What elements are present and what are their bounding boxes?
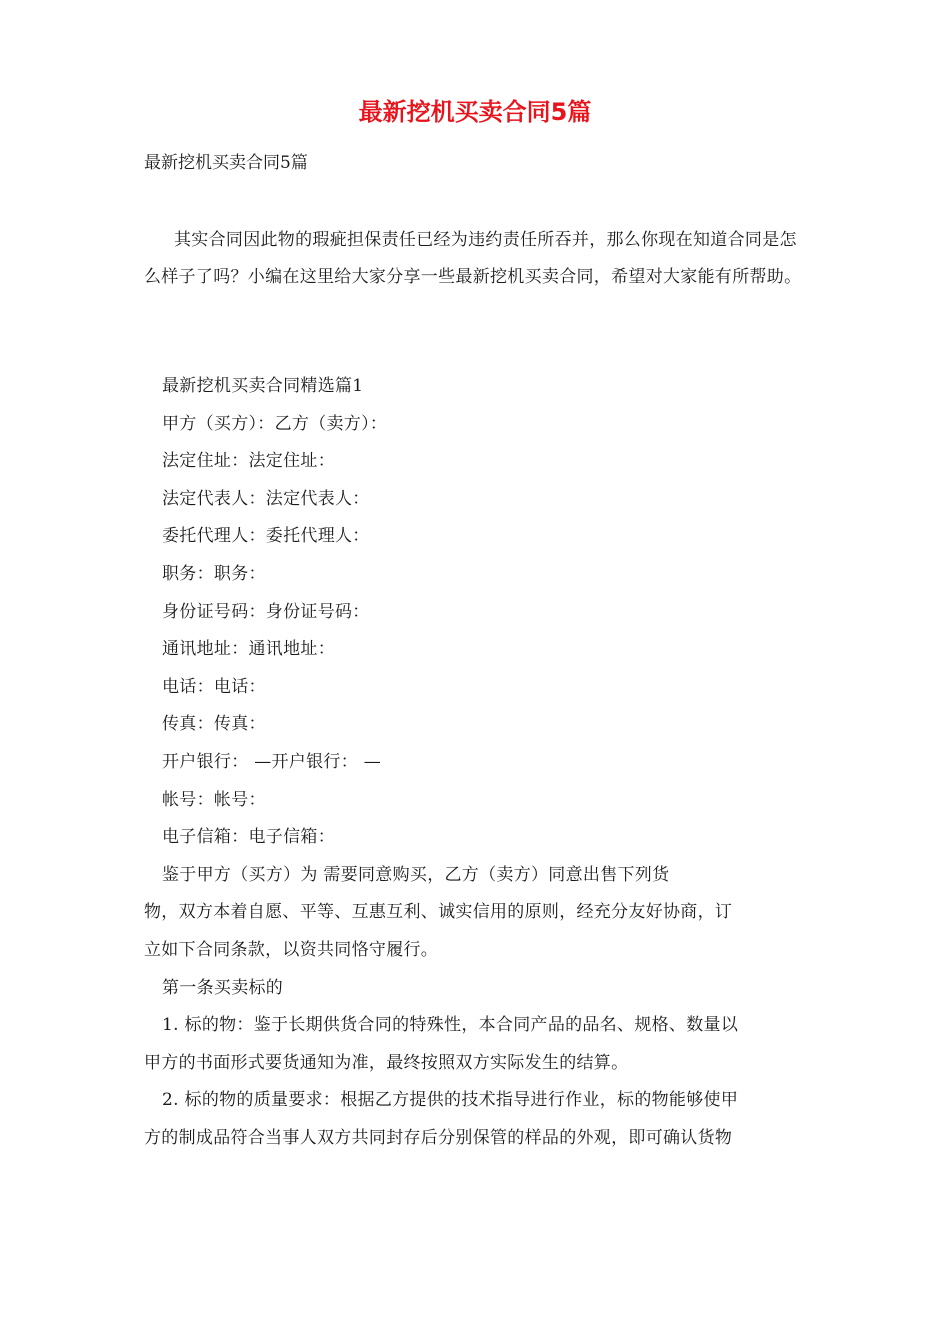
representative-line: 法定代表人：法定代表人： [162, 488, 370, 509]
preamble-line: 立如下合同条款，以资共同恪守履行。 [144, 939, 439, 960]
bank-line: 开户银行： —开户银行： — [162, 751, 382, 772]
preamble-line: 物，双方本着自愿、平等、互惠互利、诚实信用的原则，经充分友好协商，订 [144, 902, 733, 923]
id-number-line: 身份证号码：身份证号码： [162, 601, 370, 622]
position-line: 职务：职务： [162, 563, 266, 584]
mailing-address-line: 通讯地址：通讯地址： [162, 639, 335, 660]
party-line: 甲方（买方）：乙方（卖方）： [162, 413, 388, 434]
clause-line: 方的制成品符合当事人双方共同封存后分别保管的样品的外观，即可确认货物 [144, 1127, 733, 1148]
address-line: 法定住址：法定住址： [162, 451, 335, 472]
clause-line: 2. 标的物的质量要求：根据乙方提供的技术指导进行作业，标的物能够使甲 [162, 1090, 739, 1111]
email-line: 电子信箱：电子信箱： [162, 827, 335, 848]
document-title: 最新挖机买卖合同5篇 [358, 98, 592, 126]
clause-line: 1. 标的物：鉴于长期供货合同的特殊性，本合同产品的品名、规格、数量以 [162, 1015, 739, 1036]
account-line: 帐号：帐号： [162, 789, 266, 810]
intro-paragraph: 其实合同因此物的瑕疵担保责任已经为违约责任所吞并，那么你现在知道合同是怎么样子了吗？小编在这里给大家分享一些最新挖机买卖合同，希望对大家能有所帮助。 [144, 230, 802, 287]
section-heading: 最新挖机买卖合同精选篇1 [162, 376, 364, 396]
document-subtitle: 最新挖机买卖合同5篇 [144, 153, 308, 173]
preamble-line: 鉴于甲方（买方）为 需要同意购买，乙方（卖方）同意出售下列货 [162, 864, 670, 885]
article-heading: 第一条买卖标的 [162, 977, 284, 998]
contract-body [144, 368, 809, 1157]
agent-line: 委托代理人：委托代理人： [162, 526, 370, 547]
clause-line: 甲方的书面形式要货通知为准，最终按照双方实际发生的结算。 [144, 1052, 629, 1073]
fax-line: 传真：传真： [162, 714, 266, 735]
phone-line: 电话：电话： [162, 676, 266, 697]
